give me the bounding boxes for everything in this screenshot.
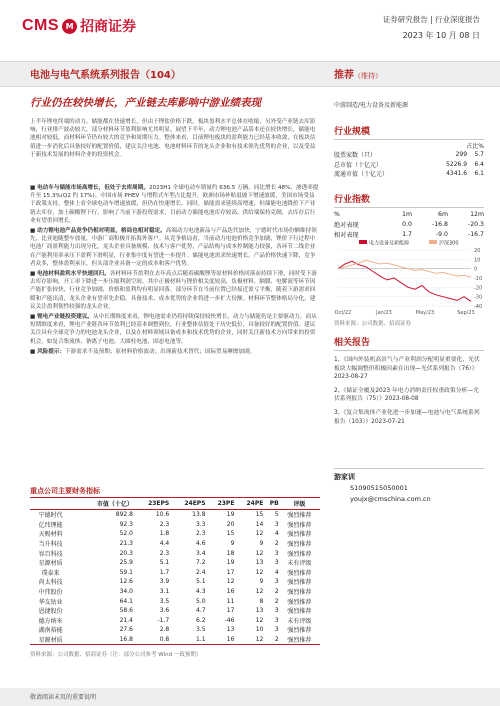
unit-label: 占比%: [466, 143, 484, 150]
table-cell: 6.1: [474, 170, 484, 178]
analyst-email[interactable]: youjx@cmschina.com.cn: [350, 495, 431, 503]
performance-header-row: [334, 210, 484, 220]
legend-swatch: [359, 240, 367, 244]
table-cell: 13: [255, 559, 264, 567]
bullet-heading: 风险提示：: [37, 348, 66, 355]
logo-mark-icon: M: [62, 19, 77, 34]
table-cell: 7.2: [195, 559, 206, 567]
bullet-text: 下游需求不及预期；原材料价格波动；出现新技术替代；国际贸易摩擦加剧。: [65, 348, 256, 355]
company-name-cell: 星源材质: [30, 635, 71, 645]
table-cell: 27.6: [119, 626, 133, 634]
bullet-item: ■ 风险提示：下游需求不及预期；原材料价格波动；出现新技术替代；国际贸易摩擦加剧。: [30, 348, 256, 355]
metric-label: 总市值（十亿元）: [334, 161, 383, 169]
company-logo: [22, 14, 140, 38]
table-cell: 4341.6: [446, 170, 468, 178]
table-cell: 13.8: [192, 511, 206, 519]
table-row: [334, 220, 484, 230]
header-cell-company: [30, 498, 71, 510]
table-cell: -16.7: [467, 230, 484, 238]
metric-label: 相对表现: [334, 231, 359, 239]
bullet-heading: 动力锂电池产品竞争仍相对明显，格局也相对稳定。: [37, 228, 166, 235]
industry-index-heading: 行业指数: [334, 192, 484, 208]
header-cell: 23PE: [206, 498, 235, 510]
table-cell: 59.1: [119, 568, 133, 576]
table-cell: 16: [226, 588, 235, 596]
table-cell: 强烈推荐: [287, 550, 312, 558]
table-cell: 未有评级: [287, 617, 312, 625]
legend-swatch: [429, 240, 437, 244]
table-cell: 强烈推荐: [287, 569, 312, 577]
table-cell: -46: [224, 616, 235, 624]
table-cell: 9: [259, 578, 264, 586]
y-tick-label: -30: [474, 294, 483, 301]
industry-scale-heading: 行业规模: [334, 124, 484, 140]
table-cell: 14: [255, 520, 264, 528]
table-cell: 2.3: [195, 530, 206, 538]
table-row: [30, 635, 320, 645]
bullet-text: 从中长期维度来看，锂电池需求仍将持续保持较快增长，动力与储能仍是主要驱动力。而从短期维度来看，锂电产业链各环节盈利已经基本调整到位，行业整体估值处于历史低位，具备较好的配置价值。建议关注具有全球竞争力的电池龙头企业，以及在材料领域具备成本和技术优势的企业，同时关注新技术方向带来的投资机会，如复合集流体、钠离子电池、大圆柱电池、固态电池等。: [30, 314, 317, 345]
company-name-cell: 湖南裕能: [38, 627, 63, 635]
analyst-divider: [334, 468, 484, 469]
bullet-heading: 锂电产业链投资建议。: [37, 314, 94, 321]
report-date: 2023 年 10 月 08 日: [402, 31, 480, 40]
company-name-cell: 恩捷股份: [38, 608, 63, 616]
table-cell: 强烈推荐: [287, 598, 312, 606]
table-cell: 16: [206, 635, 235, 645]
table-cell: 3: [274, 578, 279, 586]
industry-scale-table: [334, 150, 484, 179]
table-cell: 15: [255, 511, 264, 519]
related-reports-list: [334, 356, 484, 426]
company-name-cell: 当升科技: [38, 541, 63, 549]
table-row: [30, 625, 320, 635]
header-cell: 23EPS: [133, 498, 169, 510]
header-cell: %: [334, 211, 340, 219]
table-cell: 3.4: [195, 549, 206, 557]
table-cell: 3.3: [195, 520, 206, 528]
report-subtitle: 中游制造/电力设备及新能源: [334, 102, 409, 109]
y-tick-label: 0: [474, 266, 478, 273]
table-cell: 3: [274, 520, 279, 528]
table-cell: 3.1: [159, 588, 170, 596]
table-cell: 19: [226, 511, 235, 519]
table-cell: 2.3: [159, 520, 170, 528]
table-cell: 5.1: [195, 578, 206, 586]
table-row: [30, 510, 320, 520]
bullet-item: ■ 动力锂电池产品竞争仍相对明显，格局也相对稳定。高端动力电池新品与产品迭代加快，宁德时代市场份额维持领先，比亚迪随整车放量，中游厂商积极开拓海外客户。从竞争格局看，当前动力电池价格竞争加剧，锂价下行过程中电池厂商盈利能力出现分化，龙头企业具备规模、技术与客户优势，产品结构与成本控制能力较强，各环节二线企业在产能利用率承压下盈利下滑明显，行业集中度有望进一步提升。储能电池需求快速增长，产品价格快速下降，竞争者众多，整体盈利承压，但头部企业具备一定的成本和客户优势。: [30, 228, 317, 267]
header-cell: 评级: [279, 498, 320, 510]
y-tick-label: -20: [474, 285, 483, 292]
table-cell: 强烈推荐: [279, 635, 320, 645]
header-cell: 1m: [402, 211, 412, 219]
company-name-cell: 亿纬锂能: [38, 521, 63, 529]
table-header-row: [30, 498, 320, 510]
header-cell: PB: [263, 498, 278, 510]
table-cell: 4: [274, 530, 279, 538]
table-cell: 16.8: [71, 635, 133, 645]
summary-paragraph: 上半年锂电终端的动力、储能都在快速增长，但由于锂盐价格下跌，板块盈利水平总体在收缩，另外受产业链去库影响，行业排产波动较大，部分材料环节盈利影响尤其明显。展望下半年，动力锂电池产品基本还在较快增长，储能电池相对较低，而材料环节仍有较大的竞争和周期压力。整体来看，目前锂电板块的盈利能力已经基本收敛，在板块估值进一步消化后具备较好的配置价值，建议关注电池、电池材料环节的龙头企业和有技术领先优势的企业，以及受益于新技术发展的材料企业的投资机会。: [30, 119, 316, 158]
table-row: [30, 616, 320, 626]
table-cell: 2: [274, 597, 279, 605]
table-row: [30, 529, 320, 539]
x-tick-label: Sep/23: [457, 310, 475, 316]
table-source: 资料来源：公司数据、招商证券（注：部分公司参考 Wind 一致预期）: [30, 652, 202, 658]
table-row: [30, 548, 320, 558]
table-cell: 1.8: [159, 530, 170, 538]
y-tick-label: 10: [474, 257, 481, 264]
table-cell: -9.0: [435, 230, 448, 238]
report-type: 证券研究报告 | 行业深度报告: [382, 15, 480, 24]
series-title: 电池与电气系统系列报告（104）: [30, 70, 181, 81]
table-cell: 20.3: [119, 549, 133, 557]
company-name-cell: 璞泰来: [41, 569, 60, 577]
y-tick-label: -10: [474, 276, 483, 282]
metric-label: 绝对表现: [334, 222, 359, 230]
table-cell: 3.5: [195, 626, 206, 634]
company-name-cell: 华友钴业: [38, 598, 63, 606]
table-cell: 34.0: [119, 588, 133, 596]
table-body: [30, 510, 320, 645]
table-cell: 强烈推荐: [287, 579, 312, 587]
y-tick-label: 20: [474, 248, 481, 254]
table-cell: 5.7: [474, 151, 484, 159]
table-cell: 4: [274, 568, 279, 576]
table-cell: 12: [255, 588, 264, 596]
table-cell: 892.8: [115, 511, 133, 519]
table-cell: 20: [226, 520, 235, 528]
table-cell: 2: [263, 635, 278, 645]
table-cell: 64.1: [119, 597, 133, 605]
financials-table: [30, 497, 320, 645]
table-cell: 2.4: [195, 568, 206, 576]
table-cell: 12: [234, 635, 263, 645]
table-cell: 9: [230, 540, 235, 548]
table-cell: 19: [226, 559, 235, 567]
table-cell: 92.3: [119, 520, 133, 528]
industry-scale-body: [334, 150, 484, 179]
header-cell: 市值（十亿）: [71, 498, 133, 510]
table-cell: 17: [226, 568, 235, 576]
bullet-heading: 电动车与储能市场高增长，但处于去库周期。: [37, 185, 149, 191]
report-title: 行业仍在较快增长，产业链去库影响中游业绩表现: [30, 97, 261, 109]
company-name-cell: 宁德时代: [38, 512, 63, 520]
table-cell: 10.6: [155, 511, 170, 519]
table-row: [30, 558, 320, 568]
analyst-name: 游家训: [334, 473, 355, 481]
table-cell: 强烈推荐: [287, 627, 312, 635]
table-cell: 299: [455, 151, 468, 159]
table-cell: 1.7: [402, 230, 412, 238]
table-cell: 强烈推荐: [287, 608, 312, 616]
table-cell: 15: [226, 530, 235, 538]
table-cell: 未有评级: [287, 560, 312, 568]
table-cell: 1.1: [169, 635, 205, 645]
table-cell: 0.8: [133, 635, 169, 645]
related-reports-heading: 相关报告: [334, 335, 484, 351]
metric-label: 股票家数（只）: [334, 152, 377, 160]
series-line: [338, 261, 471, 301]
company-name-cell: 星源材质: [38, 560, 63, 568]
table-cell: 0.0: [402, 221, 412, 229]
table-cell: 4.6: [195, 540, 206, 548]
table-cell: 5.1: [159, 559, 170, 567]
table-cell: 2.8: [159, 626, 170, 634]
table-row: [30, 520, 320, 530]
x-tick-label: May/23: [415, 310, 435, 316]
x-tick-label: Jan/23: [376, 310, 392, 316]
header-cell: 24PE: [234, 498, 263, 510]
header-cell: 24EPS: [169, 498, 205, 510]
analyst-cert: S1090515050001: [350, 484, 408, 492]
table-row: [30, 596, 320, 606]
table-row: [334, 160, 484, 170]
table-cell: 13: [226, 626, 235, 634]
table-cell: 强烈推荐: [287, 531, 312, 539]
y-tick-label: -40: [474, 304, 483, 310]
header-cell: 12m: [470, 211, 484, 219]
related-report-link[interactable]: 1、《国内外装机高景气与产业利润分配明显重要化，光伏板块大幅调整但积极因素在出现—光伏系列报告（76）》2023-08-27: [334, 357, 480, 381]
table-cell: 52.0: [119, 530, 133, 538]
bullet-item: ■ 电池材料盈利水平快速回归。各材料环节盈利在去年高点后随着碳酸锂等原材料价格回落而持续下滑，同时受下游去库存影响，开工率下降进一步压缩利润空间。其中正极材料与锂价相关度较高，负极材料、隔膜、电解液等环节因产能扩张较快，行业竞争加剧，价格和盈利均有明显回落。部分环节在当前位置已经接近盈亏平衡，随着下游需求回暖和产能出清，龙头企业有望率先企稳，具备技术、成本优势的企业将进一步扩大份额。材料环节整体格局分化，建议关注盈利韧性较强的龙头企业。: [30, 271, 317, 310]
legend-label: 沪深300: [439, 240, 459, 247]
table-cell: 4.3: [195, 588, 206, 596]
table-row: [334, 169, 484, 179]
performance-body: [334, 220, 484, 240]
company-name-cell: 容百科技: [38, 550, 63, 558]
company-name-cell: 德方纳米: [38, 617, 63, 625]
table-cell: 3: [274, 616, 279, 624]
related-report-link[interactable]: 2、《储证全覆及2023 年电力消纳责任权重政策分析—光伏系列报告（75）》2023-08-08: [334, 387, 479, 403]
bullet-text: 高端动力电池新品与产品迭代加快，宁德时代市场份额维持领先，比亚迪随整车放量，中游厂商积极开拓海外客户。从竞争格局看，当前动力电池价格竞争加剧，锂价下行过程中电池厂商盈利能力出现分化，龙头企业具备规模、技术与客户优势，产品结构与成本控制能力较强，各环节二线企业在产能利用率承压下盈利下滑明显，行业集中度有望进一步提升。储能电池需求快速增长，产品价格快速下降，竞争者众多，整体盈利承压，但头部企业具备一定的成本和客户优势。: [30, 228, 317, 267]
table-cell: 2: [274, 540, 279, 548]
bullet-item: ■ 锂电产业链投资建议。从中长期维度来看，锂电池需求仍将持续保持较快增长，动力与储能仍是主要驱动力。而从短期维度来看，锂电产业链各环节盈利已经基本调整到位，行业整体估值处于历史低位，具备较好的配置价值。建议关注具有全球竞争力的电池龙头企业，以及在材料领域具备成本和技术优势的企业，同时关注新技术方向带来的投资机会，如复合集流体、钠离子电池、大圆柱电池、固态电池等。: [30, 314, 317, 345]
table-cell: -20.3: [467, 221, 484, 229]
rating-label: 推荐: [334, 70, 354, 81]
bullet-heading: 电池材料盈利水平快速回归。: [37, 271, 110, 278]
performance-chart: [334, 238, 489, 318]
table-cell: 4.7: [195, 607, 206, 615]
table-cell: 3.5: [159, 597, 170, 605]
table-cell: 3: [274, 559, 279, 567]
logo-chinese-name: 招商证券: [80, 19, 137, 35]
table-cell: 10: [255, 626, 264, 634]
table-cell: 6.4: [474, 160, 484, 168]
table-cell: 12: [255, 568, 264, 576]
performance-table: [334, 210, 484, 239]
table-cell: 21.3: [119, 540, 133, 548]
table-cell: 3.6: [159, 607, 170, 615]
table-row: [30, 587, 320, 597]
table-cell: 13: [255, 607, 264, 615]
table-cell: 12: [255, 616, 264, 624]
company-name-cell: 天赐材料: [38, 531, 63, 539]
table-cell: 3.9: [159, 578, 170, 586]
table-cell: 3: [274, 607, 279, 615]
table-cell: 9: [259, 540, 264, 548]
table-cell: 强烈推荐: [287, 521, 312, 529]
table-cell: 8: [259, 597, 264, 605]
table-cell: 12: [255, 549, 264, 557]
table-cell: 12: [226, 578, 235, 586]
table-row: [30, 606, 320, 616]
x-tick-label: Oct/22: [334, 310, 352, 316]
table-cell: 6.2: [195, 616, 206, 624]
related-report-link[interactable]: 3、《复合集流体产业化进一步加速—电池与电气系统系列报告（103）》2023-07-21: [334, 409, 480, 425]
table-cell: 强烈推荐: [287, 541, 312, 549]
logo-text: CMS: [22, 17, 60, 34]
rating-note: （维持）: [354, 72, 382, 80]
table-cell: 3: [274, 549, 279, 557]
table-cell: -16.8: [431, 221, 448, 229]
table-cell: 17: [226, 607, 235, 615]
header-cell: 6m: [438, 211, 448, 219]
table-cell: 2: [274, 588, 279, 596]
table-cell: 18: [226, 549, 235, 557]
legend-label: 电力设备及新能源: [369, 240, 410, 247]
table-caption: 重点公司主要财务指标: [30, 487, 100, 495]
table-row: [30, 577, 320, 587]
table-cell: 3: [274, 626, 279, 634]
table-cell: 5.0: [195, 597, 206, 605]
chart-source: 资料来源：公司数据、招商证券: [334, 321, 412, 327]
rating: [334, 66, 382, 81]
table-cell: 11: [226, 597, 235, 605]
table-cell: 5: [274, 511, 279, 519]
company-name-cell: 尚太科技: [38, 579, 63, 587]
table-cell: 12.6: [119, 578, 133, 586]
table-cell: 58.6: [119, 607, 133, 615]
table-cell: 25.9: [119, 559, 133, 567]
company-name-cell: 中伟股份: [38, 589, 63, 597]
table-cell: 强烈推荐: [287, 512, 312, 520]
table-cell: 4.4: [159, 540, 170, 548]
table-row: [334, 150, 484, 160]
table-cell: 1.7: [159, 568, 170, 576]
bullet-list: [30, 184, 320, 356]
table-cell: 2.3: [159, 549, 170, 557]
table-row: [30, 539, 320, 549]
footer-note: 敬请阅读末页的重要说明: [30, 694, 97, 701]
bullet-item: ■ 电动车与储能市场高增长，但处于去库周期。2023H1 全球电动车销量约 636.5 万辆，同比增长 48%，渗透率提升至 15.3%(Q2 约 17%)。中国市场 PHEV 与增程式车型占比提升，欧洲市场补贴退坡下增速放缓，美国市场受益于政策支持，整体上看全球电动车增速放缓，但仍在快速增长。同时，储能需求延续高增速，但储能电池降价下产业链去库存，加上碳酸锂下行，影响了当前下游投资需求，目前动力储能电池库存较高，供给端保持克制，去库存后行业有望重回增长。: [30, 185, 319, 224]
metric-label: 流通市值（十亿元）: [334, 171, 389, 179]
table-row: [30, 568, 320, 578]
table-cell: 21.4: [119, 616, 133, 624]
table-cell: 5226.9: [446, 160, 468, 168]
bullet-text: 各材料环节盈利在去年高点后随着碳酸锂等原材料价格回落而持续下滑，同时受下游去库存影响，开工率下降进一步压缩利润空间。其中正极材料与锂价相关度较高，负极材料、隔膜、电解液等环节因产能扩张较快，行业竞争加剧，价格和盈利均有明显回落。部分环节在当前位置已经接近盈亏平衡，随着下游需求回暖和产能出清，龙头企业有望率先企稳，具备技术、成本优势的企业将进一步扩大份额。材料环节整体格局分化，建议关注盈利韧性较强的龙头企业。: [30, 271, 317, 310]
table-cell: 12: [255, 530, 264, 538]
bullet-text: 2023H1 全球电动车销量约 636.5 万辆，同比增长 48%，渗透率提升至 15.3%(Q2 约 17%)。中国市场 PHEV 与增程式车型占比提升，欧洲市场补贴退坡下增速放缓，美国市场受益于政策支持，整体上看全球电动车增速放缓，但仍在快速增长。同时，储能需求延续高增速，但储能电池降价下产业链去库存，加上碳酸锂下行，影响了当前下游投资需求，目前动力储能电池库存较高，供给端保持克制，去库存后行业有望重回增长。: [30, 185, 319, 224]
table-cell: -1.7: [157, 616, 170, 624]
table-cell: 强烈推荐: [287, 589, 312, 597]
